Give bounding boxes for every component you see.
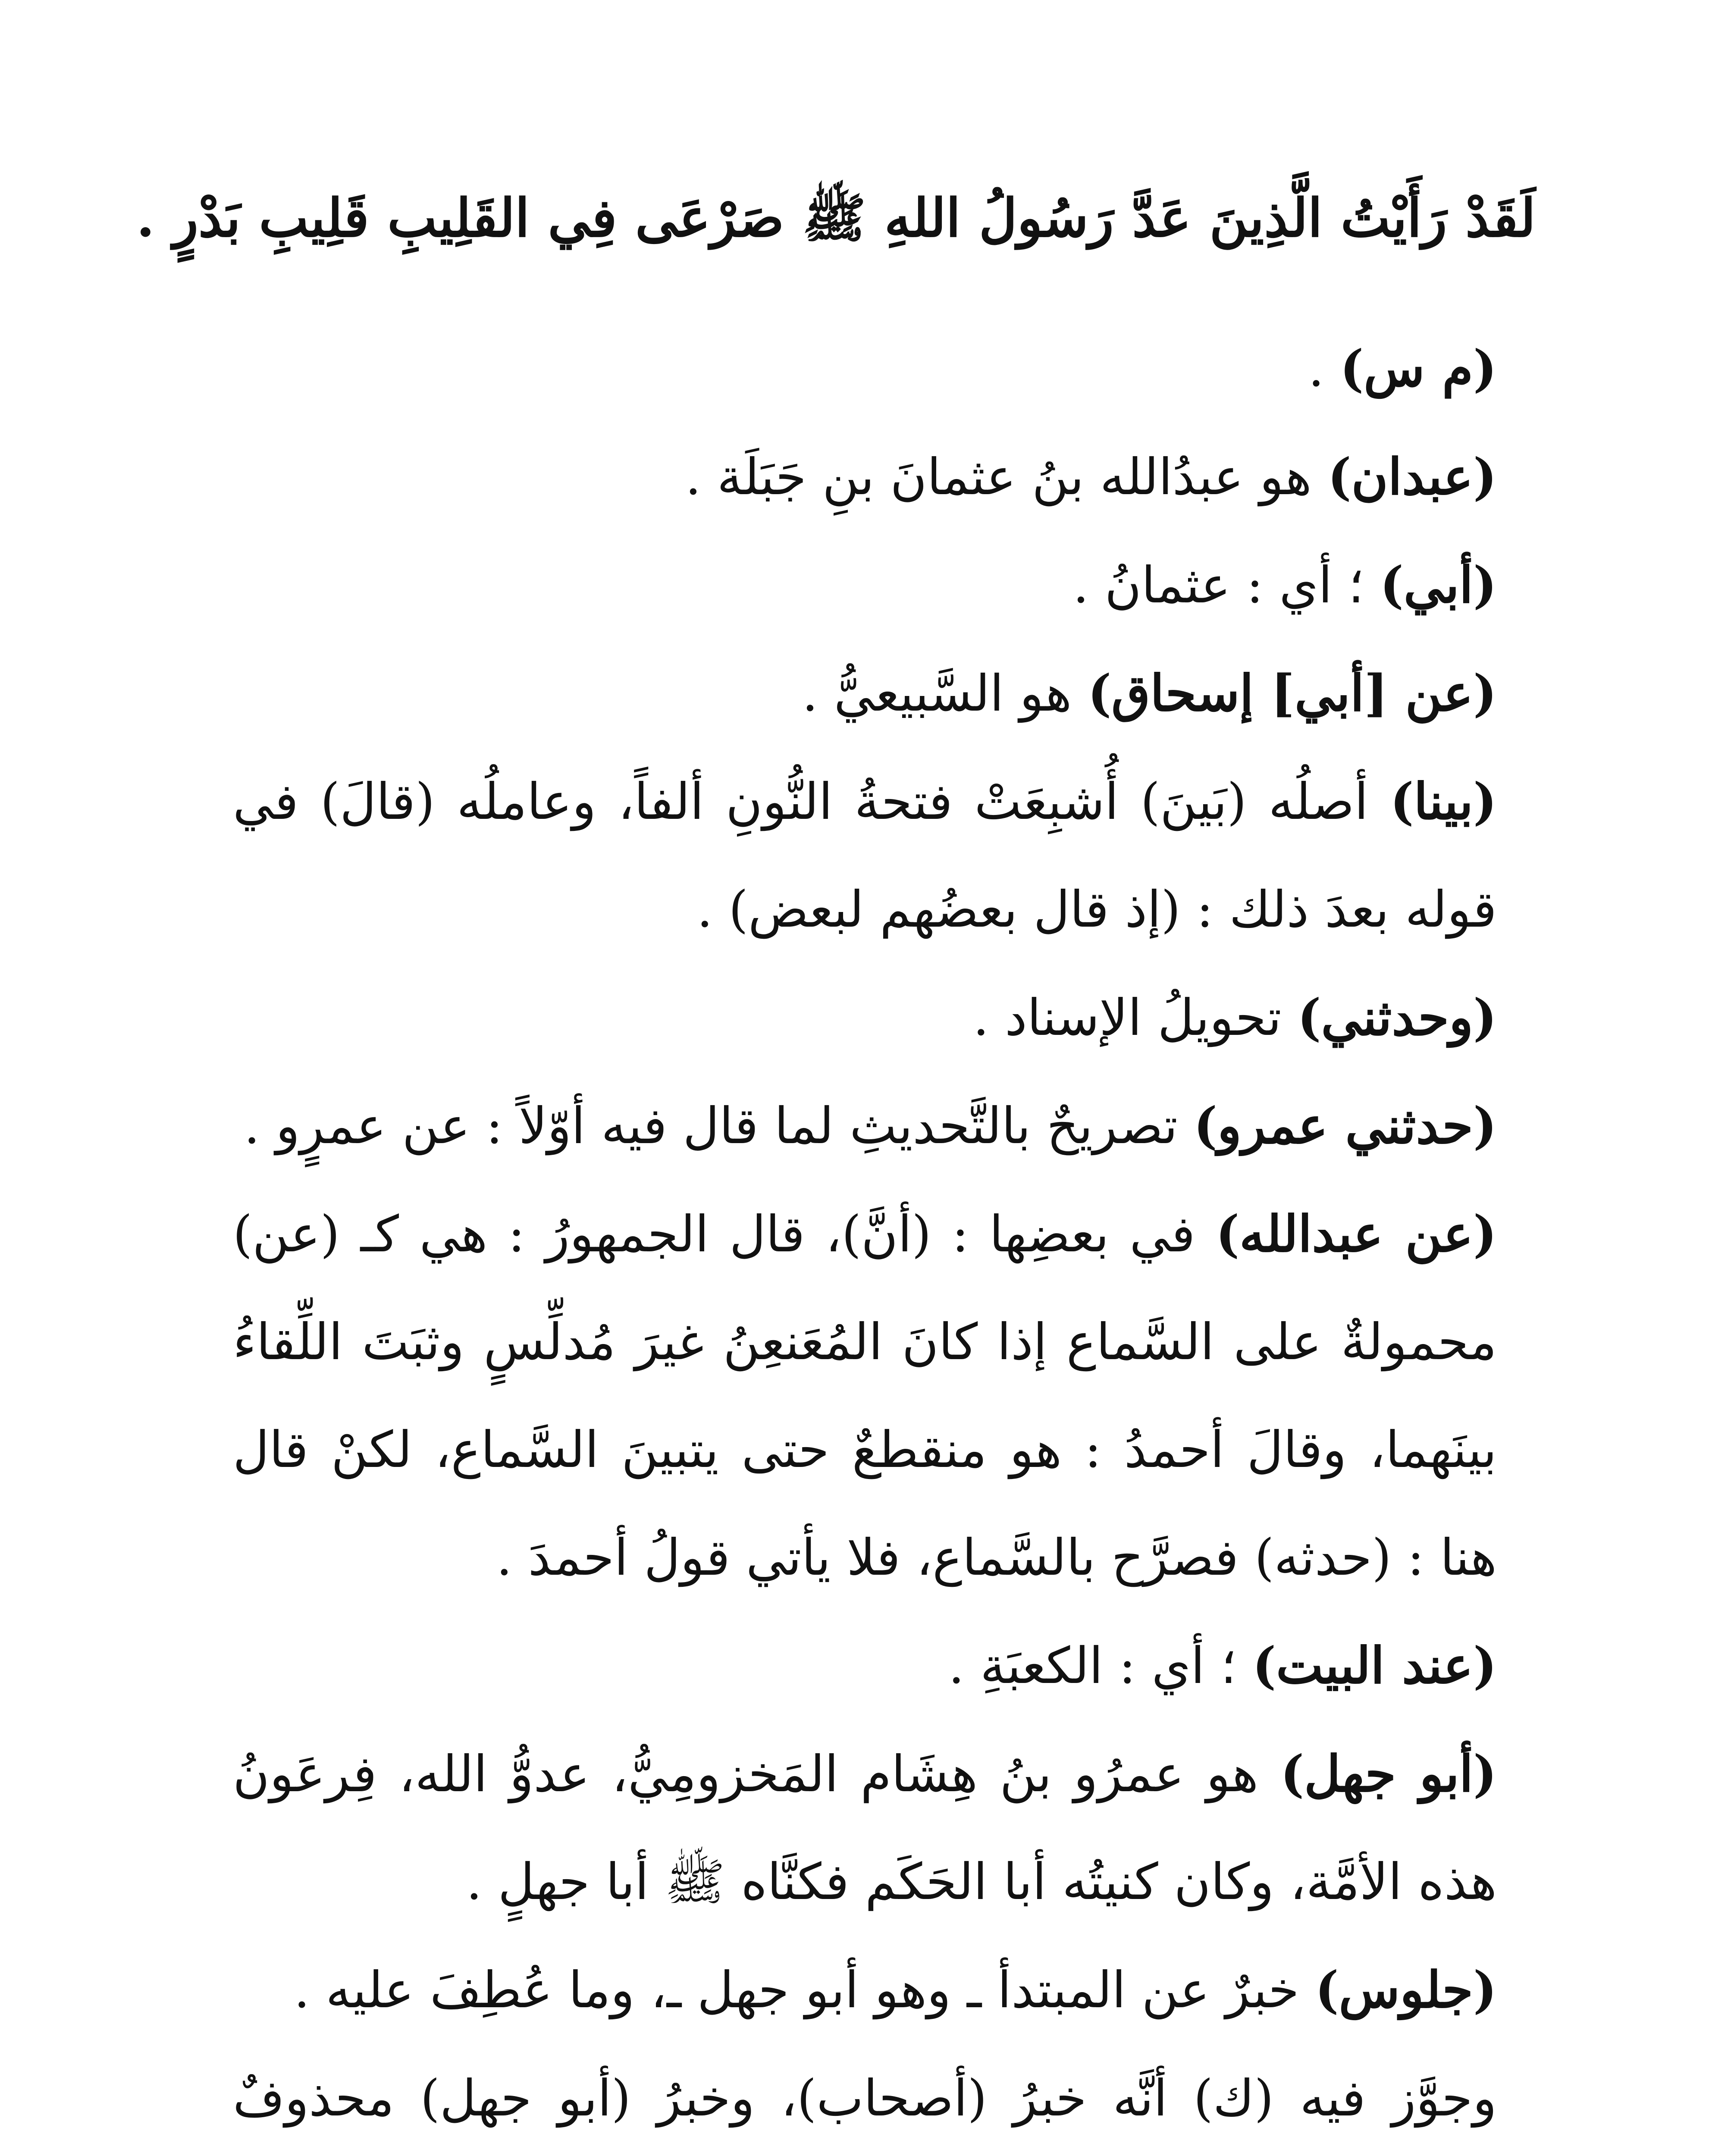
commentary-paragraph <box>233 1612 1536 1720</box>
commentary-paragraph <box>233 964 1536 1072</box>
commentary-term: (حدثني عمرو) <box>1193 1097 1497 1155</box>
commentary-paragraph <box>233 423 1536 531</box>
commentary-text: ؛ أي : الكعبَةِ . <box>948 1637 1253 1695</box>
commentary-text: تحويلُ الإسناد . <box>973 989 1298 1047</box>
commentary-text: هو عمرُو بنُ هِشَام المَخزومِيُّ، عدوُّ الله، فِرعَونُ هذه الأمَّة، وكان كنيتُه أبا الحَكَم فكنَّاه ﷺ أبا جهلٍ . <box>233 1745 1497 1911</box>
commentary-text: وجوَّز فيه (ك) أنَّه خبرُ (أصحاب)، وخبرُ (أبو جهل) محذوفٌ <box>233 2069 1497 2128</box>
commentary-paragraph <box>233 1180 1536 1612</box>
commentary-text: أصلُه (بَينَ) أُشبِعَتْ فتحةُ النُّونِ ألفاً، وعاملُه (قالَ) في قوله بعدَ ذلك : (إذ قال بعضُهم لبعض) . <box>233 773 1497 939</box>
commentary-term: (جلوس) <box>1315 1961 1497 2019</box>
commentary-text: خبرٌ عن المبتدأ ـ وهو أبو جهل ـ، وما عُطِفَ عليه . <box>294 1961 1315 2019</box>
commentary-term: (أبو جهل) <box>1280 1745 1497 1803</box>
commentary-paragraph <box>233 639 1536 748</box>
commentary-term: (عبدان) <box>1327 448 1497 506</box>
commentary-term: (بينا) <box>1390 772 1497 831</box>
hadith-text: لَقَدْ رَأَيْتُ الَّذِينَ عَدَّ رَسُولُ اللهِ ﷺ صَرْعَى فِي القَلِيبِ قَلِيبِ بَدْرٍ . <box>136 187 1536 249</box>
commentary-term: (عن [أبي] إسحاق) <box>1088 664 1497 723</box>
commentary-term: (عن عبدالله) <box>1216 1205 1497 1263</box>
commentary-paragraph <box>233 1936 1536 2044</box>
commentary-term: (أبي) <box>1380 556 1497 614</box>
page-body <box>136 164 1536 2156</box>
commentary-paragraph <box>233 2044 1536 2156</box>
commentary-text: تصريحٌ بالتَّحديثِ لما قال فيه أوّلاً : عن عمرٍو . <box>244 1097 1194 1155</box>
commentary-paragraph <box>233 531 1536 639</box>
commentary-text: هو السَّبيعيُّ . <box>802 664 1088 723</box>
commentary-text: في بعضِها : (أنَّ)، قال الجمهورُ : هي كـ (عن) محمولةٌ على السَّماع إذا كانَ المُعَنعِنُ غيرَ مُدلِّسٍ وثبَتَ اللِّقاءُ بينَهما، وقالَ أحمدُ : هو منقطعٌ حتى يتبينَ السَّماع، لكنْ قال هنا : (حدثه) فصرَّح بالسَّماع، فلا يأتي قولُ أحمدَ . <box>233 1205 1497 1587</box>
commentary-term: (وحدثني) <box>1297 988 1497 1047</box>
commentary-term: (عند البيت) <box>1252 1636 1497 1695</box>
commentary-term: (م س) <box>1340 339 1497 398</box>
commentary-paragraph <box>233 748 1536 964</box>
commentary-text: . <box>1308 340 1340 398</box>
commentary-paragraph <box>233 1072 1536 1180</box>
commentary-text: ؛ أي : عثمانُ . <box>1073 556 1380 614</box>
commentary-paragraph <box>233 1720 1536 1936</box>
commentary-text: هو عبدُالله بنُ عثمانَ بنِ جَبَلَة . <box>685 448 1328 506</box>
commentary-paragraph <box>233 315 1536 423</box>
